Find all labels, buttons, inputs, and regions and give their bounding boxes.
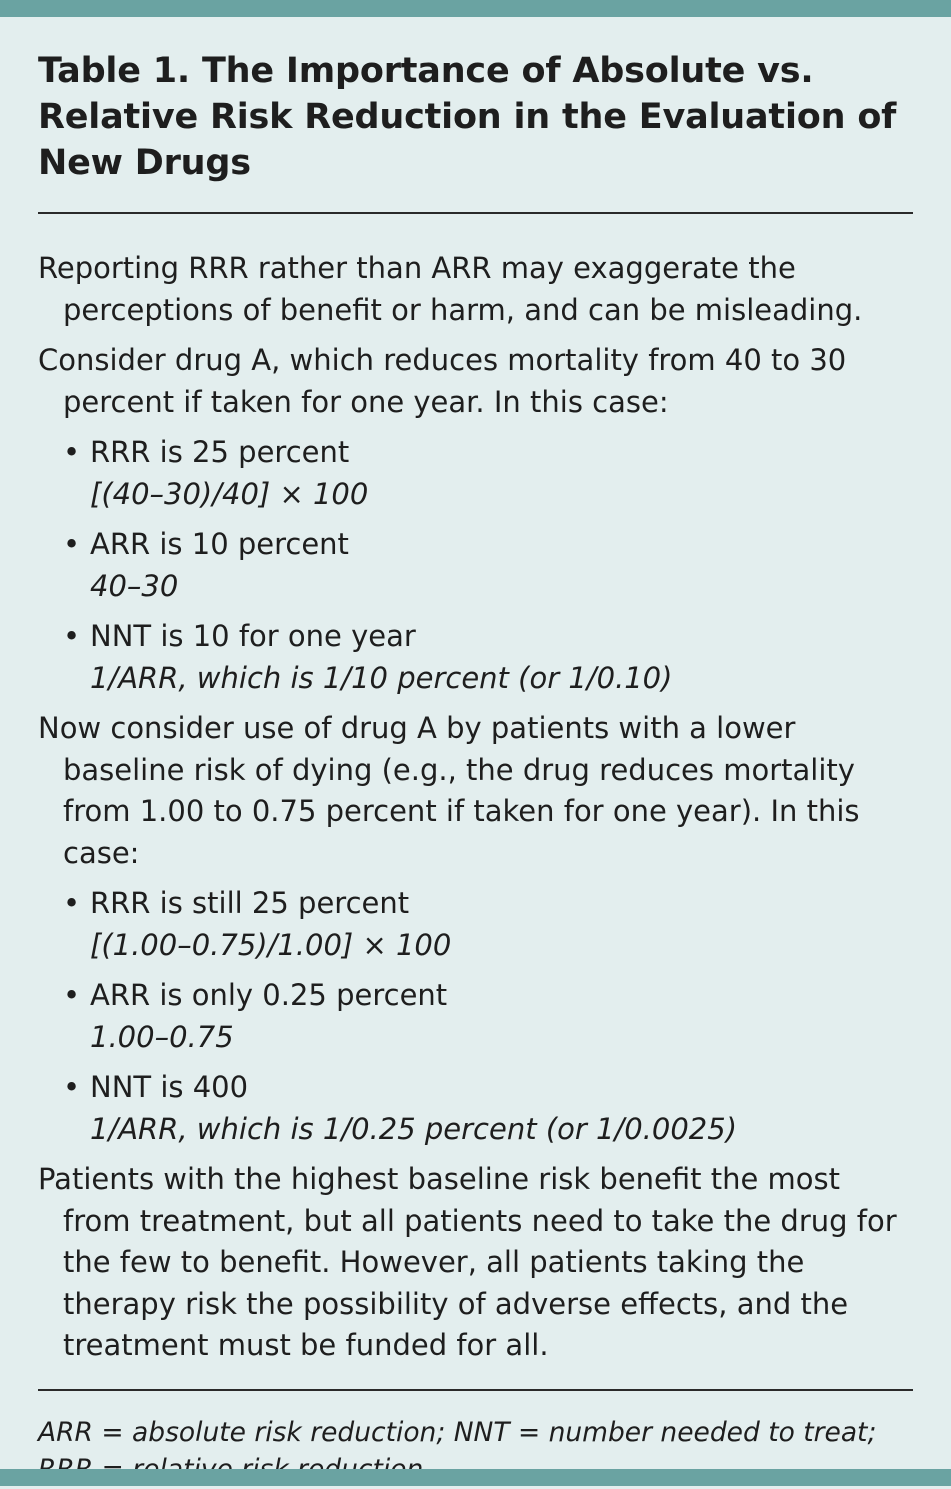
bullet-marker: • [63, 435, 81, 469]
conclusion-paragraph: Patients with the highest baseline risk benefit the most from treatment, but all patients need to take the drug for the few to benefit. However, all patients taking the therapy risk the possibility of adverse effects, and the treatment must be funded for all. [38, 1162, 897, 1362]
case1-list [38, 432, 913, 699]
item-text: NNT is 10 for one year [90, 619, 416, 653]
bullet-marker: • [63, 1070, 81, 1104]
item-text: ARR is only 0.25 percent [90, 978, 448, 1012]
table-body [38, 248, 913, 1367]
top-accent-bar [0, 0, 951, 17]
list-item [38, 1067, 913, 1150]
case2-list [38, 883, 913, 1150]
case1-paragraph: Consider drug A, which reduces mortality from 40 to 30 percent if taken for one year. In this case: [38, 343, 847, 419]
list-item [38, 616, 913, 699]
item-formula: [(1.00–0.75)/1.00] × 100 [90, 927, 452, 962]
list-item [38, 524, 913, 607]
list-item [38, 975, 913, 1058]
abbreviations-footnote: ARR = absolute risk reduction; NNT = number needed to treat; [38, 1416, 877, 1448]
item-text: NNT is 400 [90, 1070, 249, 1104]
table-panel [38, 48, 913, 1489]
item-text: RRR is still 25 percent [90, 886, 410, 920]
bullet-marker: • [63, 886, 81, 920]
list-item [38, 432, 913, 515]
bullet-marker: • [63, 978, 81, 1012]
case2-paragraph: Now consider use of drug A by patients with a lower baseline risk of dying (e.g., the drug reduces mortality from 1.00 to 0.75 percent if taken for one year). In this case: [38, 711, 860, 870]
footnote-divider [38, 1389, 913, 1391]
item-formula: 1/ARR, which is 1/0.25 percent (or 1/0.0025) [90, 1111, 738, 1146]
title-divider [38, 212, 913, 214]
list-item [38, 883, 913, 966]
item-text: ARR is 10 percent [90, 527, 349, 561]
bullet-marker: • [63, 619, 81, 653]
bottom-accent-bar [0, 1469, 951, 1486]
item-formula: 1.00–0.75 [90, 1019, 234, 1054]
item-formula: 40–30 [90, 568, 179, 603]
item-formula: 1/ARR, which is 1/10 percent (or 1/0.10) [90, 660, 673, 695]
bullet-marker: • [63, 527, 81, 561]
table-title: Table 1. The Importance of Absolute vs. Relative Risk Reduction in the Evaluation of New Drugs [38, 51, 897, 183]
intro-paragraph: Reporting RRR rather than ARR may exaggerate the perceptions of benefit or harm, and can be misleading. [38, 251, 863, 327]
item-text: RRR is 25 percent [90, 435, 350, 469]
item-formula: [(40–30)/40] × 100 [90, 476, 369, 511]
